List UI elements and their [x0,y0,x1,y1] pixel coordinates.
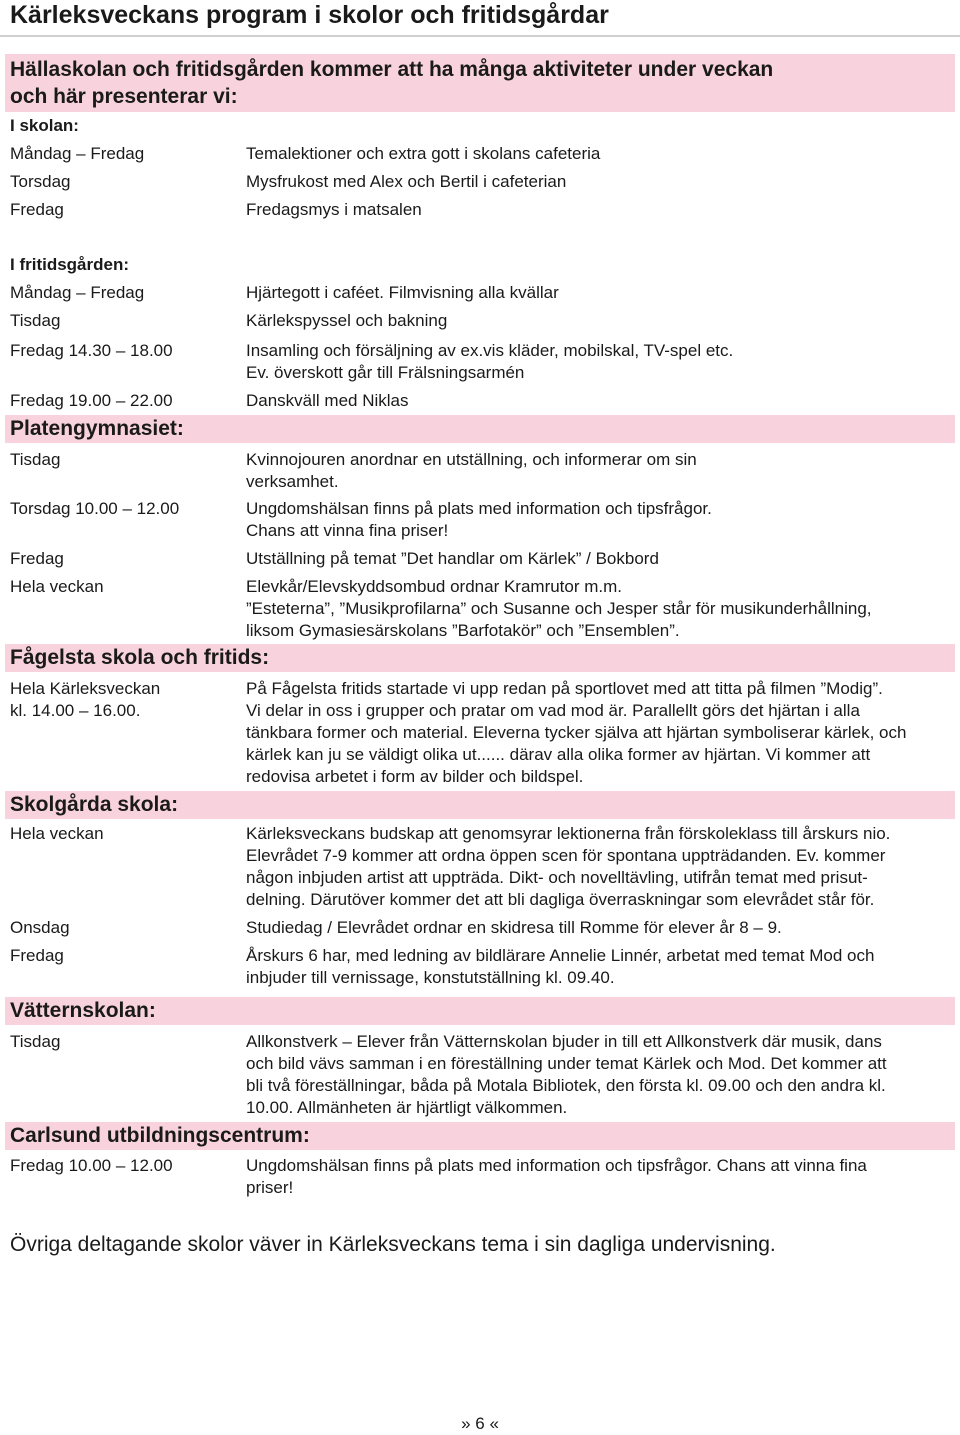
vattern-day-1: Tisdag [10,1032,61,1051]
fagelsta-desc: På Fågelsta fritids startade vi upp redan på sportlovet med att titta på filmen ”Modig”. Vi delar in oss i grupper och pratar om vad mod är. Parallellt görs det hjärtan i alla tänkbara former och material. Eleverna tycker själva att hjärtan symboliserar kärlek, och kärlek kan ju se väldigt olika ut...... därav alla olika former av hjärtan. Vi kommer att redovisa arbetet i form av bilder och bildspel. [246,679,907,786]
vattern-desc-1: Allkonstverk – Elever från Vätternskolan bjuder in till ett Allkonstverk där musik, dans och bild vävs samman i en föreställning under temat Kärlek och Mod. Det kommer att bli två föreställningar, båda på Motala Bibliotek, den första kl. 09.00 och den andra kl. 10.00. Allmänheten är hjärtligt välkommen. [246,1032,887,1117]
fritidsgarden-label: I fritidsgården: [10,255,130,274]
platen-desc-3: Utställning på temat ”Det handlar om Kärlek” / Bokbord [246,549,659,568]
fritid-day-3: Fredag 14.30 – 18.00 [10,341,173,360]
skolgarda-day-3: Fredag [10,946,64,965]
skolan-day-3: Fredag [10,200,64,219]
platen-desc-4: Elevkår/Elevskyddsombud ordnar Kramrutor m.m. ”Esteterna”, ”Musikprofilarna” och Susanne och Jesper står för musikunderhållning, liksom Gymasiesärskolans ”Barfotakör” och ”Ensemblen”. [246,577,872,640]
skolan-desc-2: Mysfrukost med Alex och Bertil i cafeterian [246,172,567,191]
fagelsta-title: Fågelsta skola och fritids: [10,646,270,669]
fritid-desc-2: Kärlekspyssel och bakning [246,311,448,330]
footer-note: Övriga deltagande skolor väver in Kärleksveckans tema i sin dagliga undervisning. [10,1233,776,1256]
platen-day-3: Fredag [10,549,64,568]
skolgarda-desc-2: Studiedag / Elevrådet ordnar en skidresa till Romme för elever år 8 – 9. [246,918,782,937]
platen-title: Platengymnasiet: [10,417,184,440]
intro-line-1: Hällaskolan och fritidsgården kommer att ha många aktiviteter under veckan [10,58,774,81]
fritid-desc-1: Hjärtegott i caféet. Filmvisning alla kvällar [246,283,559,302]
platen-desc-1: Kvinnojouren anordnar en utställning, och informerar om sin verksamhet. [246,450,697,491]
skolan-label: I skolan: [10,116,79,135]
skolan-day-2: Torsdag [10,172,71,191]
skolgarda-day-2: Onsdag [10,918,70,937]
skolgarda-desc-1: Kärleksveckans budskap att genomsyrar lektionerna från förskoleklass till årskurs nio. Elevrådet 7-9 kommer att ordna öppen scen för spontana uppträdanden. Ev. kommer någon inbjuden artist att uppträda. Dikt- och novelltävling, utifrån temat med prisut- delning. Därutöver kommer det att bli dagliga överraskningar som elevrådet står för. [246,824,891,909]
intro-line-2: och här presenterar vi: [10,85,238,108]
vattern-title: Vätternskolan: [10,999,156,1022]
carlsund-day-1: Fredag 10.00 – 12.00 [10,1156,173,1175]
title-divider [0,35,960,37]
platen-day-2: Torsdag 10.00 – 12.00 [10,499,180,518]
fritid-day-1: Måndag – Fredag [10,283,145,302]
fagelsta-day: Hela Kärleksveckan kl. 14.00 – 16.00. [10,679,161,720]
fritid-desc-4: Danskväll med Niklas [246,391,409,410]
skolgarda-day-1: Hela veckan [10,824,104,843]
fritid-day-2: Tisdag [10,311,61,330]
skolan-desc-3: Fredagsmys i matsalen [246,200,422,219]
page-number: » 6 « [461,1414,499,1433]
skolgarda-desc-3: Årskurs 6 har, med ledning av bildlärare Annelie Linnér, arbetat med temat Mod och inbjuder till vernissage, konstutställning kl. 09.40. [246,946,875,987]
intro-heading [10,56,773,110]
skolan-desc-1: Temalektioner och extra gott i skolans cafeteria [246,144,601,163]
fritid-day-4: Fredag 19.00 – 22.00 [10,391,173,410]
page-title: Kärleksveckans program i skolor och fritidsgårdar [10,1,609,29]
fritid-desc-3: Insamling och försäljning av ex.vis kläder, mobilskal, TV-spel etc. Ev. överskott går till Frälsningsarmén [246,341,734,382]
skolgarda-title: Skolgårda skola: [10,793,179,816]
skolan-day-1: Måndag – Fredag [10,144,145,163]
platen-day-1: Tisdag [10,450,61,469]
platen-desc-2: Ungdomshälsan finns på plats med information och tipsfrågor. Chans att vinna fina priser! [246,499,712,540]
carlsund-desc-1: Ungdomshälsan finns på plats med information och tipsfrågor. Chans att vinna fina priser! [246,1156,867,1197]
carlsund-title: Carlsund utbildningscentrum: [10,1124,310,1147]
platen-day-4: Hela veckan [10,577,104,596]
